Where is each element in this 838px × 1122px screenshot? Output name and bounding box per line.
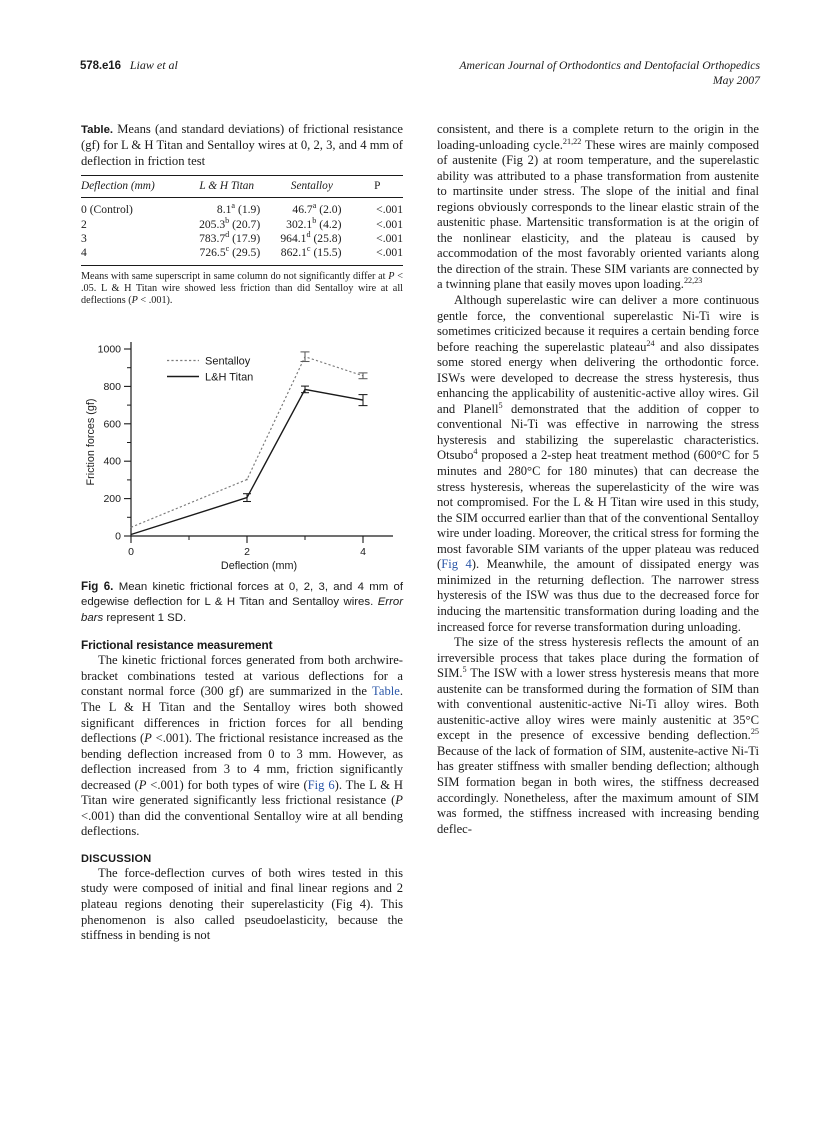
- x-axis-tick-labels: [128, 546, 366, 558]
- error-bars-lh-titan: [131, 386, 368, 535]
- xref-fig-4[interactable]: Fig 4: [441, 557, 472, 572]
- table-head: [81, 176, 403, 198]
- sentalloy-sd: (15.5): [313, 246, 342, 260]
- figure-caption: [81, 579, 403, 626]
- titan-mean: 783.7: [199, 231, 226, 245]
- cell-deflection: 0 (Control): [81, 203, 133, 217]
- svg-text:0: 0: [115, 530, 121, 543]
- running-head-authors: Liaw et al: [129, 58, 178, 72]
- p-symbol: P: [138, 777, 147, 792]
- text-run: ). Meanwhile, the amount of dissipated energy was minimized in the returning deflection. The narrower stress hysteresis of the ISW was thus due to the decreased force for inducing the martensitic transformation during loading and the increased force for reverse transformation during unloading.: [437, 557, 760, 634]
- sentalloy-sd: (25.8): [313, 231, 342, 245]
- citation-ref[interactable]: 25: [750, 727, 759, 737]
- cell-titan: [187, 232, 274, 246]
- series-line-lh-titan: [131, 389, 363, 534]
- column-header-sentalloy: Sentalloy: [290, 180, 333, 193]
- xref-table[interactable]: Table: [372, 684, 400, 699]
- figure-caption-text-a: Mean kinetic frictional forces at 0, 2, 3, and 4 mm of edgewise deflection for L & H Titan and Sentalloy wires.: [81, 580, 403, 609]
- cell-titan: [187, 198, 274, 217]
- svg-text:800: 800: [103, 380, 121, 393]
- svg-text:400: 400: [103, 455, 121, 468]
- table-row: [81, 198, 403, 217]
- sentalloy-sd: (2.0): [319, 203, 342, 217]
- legend-label-sentalloy: Sentalloy: [205, 355, 251, 368]
- friction-forces-line-chart: [81, 328, 403, 572]
- svg-text:2: 2: [244, 545, 250, 558]
- figure-caption-error-bars: Error bars: [81, 596, 403, 624]
- journal-title: American Journal of Orthodontics and Dentofacial Orthopedics: [459, 59, 760, 72]
- column-header-deflection: Deflection (mm): [81, 180, 155, 193]
- svg-text:0: 0: [128, 545, 134, 558]
- titan-sd: (20.7): [232, 217, 261, 231]
- titan-mean: 205.3: [199, 217, 226, 231]
- text-run: The ISW with a lower stress hysteresis means that more austenite can be transformed during the formation of SIM than with conventional austenitic-active Ni-Ti alloy wires. Both austenitic-active alloy wires were mainly austenitic at 35°C except in the presence of excessive bending deflection.: [437, 666, 759, 743]
- sentalloy-mean: 302.1: [286, 217, 313, 231]
- heading-frictional-resistance-measurement: Frictional resistance measurement: [81, 638, 273, 653]
- column-header-p: P: [374, 180, 381, 193]
- titan-sd: (29.5): [232, 246, 261, 260]
- y-axis-title: Friction forces (gf): [85, 398, 97, 486]
- titan-superscript: b: [225, 215, 230, 225]
- footnote-text-1: Means with same superscript in same column do not significantly differ at: [81, 270, 389, 282]
- table-caption-text: Means (and standard deviations) of frictional resistance (gf) for L & H Titan and Sentalloy wires at 0, 2, 3, and 4 mm of deflection in friction test: [81, 122, 403, 168]
- table-body: [81, 198, 403, 266]
- x-axis-title: Deflection (mm): [220, 559, 298, 572]
- svg-text:4: 4: [360, 545, 366, 558]
- table-label: Table.: [81, 124, 114, 136]
- titan-mean: 726.5: [199, 246, 226, 260]
- paragraph-frictional-results: [81, 653, 403, 840]
- text-run: proposed a 2-step heat treatment method (600°C for 5 minutes and 280°C for 180 minutes) that can decrease the stress hysteresis, whereas the superelasticity of the wire was not compromised. For the L & H Titan wire used in this study, the SIM occurred earlier than that of the conventional Sentalloy wire under loading. Moreover, the critical stress for forming the most favorable SIM variants of the upper plateau was reduced (: [437, 448, 759, 572]
- section-spacer: [81, 840, 403, 853]
- svg-text:600: 600: [103, 417, 121, 430]
- cell-sentalloy: [274, 217, 351, 231]
- titan-mean: 8.1: [216, 203, 232, 217]
- cell-sentalloy: [274, 232, 351, 246]
- text-run: The size of the stress hysteresis reflects the amount of an irreversible process that takes place during the formation of SIM.: [437, 635, 759, 681]
- running-head-left: [80, 58, 178, 73]
- cell-p-value: <.001: [376, 231, 403, 245]
- text-run: ). The L & H Titan wire generated significantly less frictional resistance (: [81, 777, 404, 808]
- y-axis-tick-labels: [98, 343, 122, 542]
- xref-fig-6[interactable]: Fig 6: [307, 777, 335, 792]
- table-caption: [81, 122, 403, 169]
- paragraph-right-3: [437, 635, 759, 837]
- cell-deflection: 2: [81, 217, 87, 231]
- p-symbol: P: [144, 731, 152, 746]
- sentalloy-mean: 46.7: [292, 203, 313, 217]
- cell-titan: [187, 217, 274, 231]
- text-run: The kinetic frictional forces generated from both archwire-bracket combinations tested at various deflections for a constant normal force (300 gf) are summarized in the: [81, 653, 403, 699]
- citation-ref[interactable]: 24: [646, 338, 655, 348]
- legend-label-lh-titan: L&H Titan: [205, 371, 254, 384]
- table-row: [81, 246, 403, 265]
- cell-p-value: <.001: [376, 246, 403, 260]
- table-row: [81, 232, 403, 246]
- paragraph-right-2: [437, 293, 759, 635]
- cell-p-value: <.001: [376, 203, 403, 217]
- text-run: <.001). The frictional resistance increased as the bending deflection increased from 0 to 3 mm. However, as deflection increased from 3 to 4 mm, friction significantly decreased (: [81, 731, 403, 792]
- titan-superscript: d: [225, 230, 230, 240]
- sentalloy-superscript: b: [312, 215, 317, 225]
- text-run: Although superelastic wire can deliver a more continuous gentle force, the conventional superelastic Ni-Ti wire is sometimes criticized because it requires a certain bending force before reaching the superelastic plateau: [437, 293, 759, 354]
- footnote-text-3: < .001).: [137, 295, 173, 307]
- citation-ref[interactable]: 5: [462, 664, 467, 674]
- cell-deflection: 3: [81, 231, 87, 245]
- running-head-right: [459, 58, 760, 88]
- text-run: consistent, and there is a complete return to the origin in the loading-unloading cycle.: [437, 122, 759, 152]
- cell-sentalloy: [274, 198, 351, 217]
- footnote-text-2: < .05. L & H Titan wire showed less friction than did Sentalloy wire at all deflections (: [81, 270, 403, 307]
- cell-titan: [187, 246, 274, 265]
- citation-ref[interactable]: 22,23: [683, 276, 703, 286]
- sentalloy-superscript: d: [306, 230, 311, 240]
- left-column: [81, 122, 403, 944]
- text-run: demonstrated that the addition of copper to conventional Ni-Ti was effective in narrowing the stress hysteresis and stabilizing the superelastic characteristics. Otsubo: [437, 401, 759, 463]
- titan-superscript: a: [231, 201, 236, 211]
- text-run: These wires are mainly composed of austenite (Fig 2) at room temperature, and the superelastic ability was attributed to a phase transformation from austenite to martinsite under stress. The slope of the initial and final regions obviously corresponds to the linear elastic strain of the austenitic phase. Martensitic transformation is at the origin of the nonlinear elasticity, and the plateau is caused by accommodation of the most favorably oriented variants along the direction of the strain. These SIM variants are connected by a twinning plane that easily moves upon loading.: [437, 137, 760, 292]
- sentalloy-mean: 964.1: [280, 231, 307, 245]
- section-spacer: [81, 625, 403, 638]
- frictional-resistance-table: [81, 175, 403, 266]
- sentalloy-mean: 862.1: [280, 246, 307, 260]
- chart-legend: [167, 355, 253, 383]
- figure-caption-text-b: represent 1 SD.: [103, 611, 187, 624]
- right-column: [437, 122, 759, 837]
- y-axis-ticks: [124, 349, 131, 536]
- cell-sentalloy: [274, 246, 351, 265]
- heading-discussion: DISCUSSION: [81, 852, 152, 865]
- paragraph-discussion-1: The force-deflection curves of both wires tested in this study were composed of initial and final linear regions and 2 plateau regions denoting their superelasticity (Fig 4). This phenomenon is also called pseudoelasticity, because the stiffness in bending is not: [81, 865, 403, 943]
- figure-6: [81, 328, 403, 626]
- figure-label: Fig 6.: [81, 579, 114, 593]
- cell-p-value: <.001: [376, 217, 403, 231]
- text-run: and also dissipates some stored energy when delivering the orthodontic force. ISWs were developed to decrease the stress hysteresis, thus enhancing the applicability of austenitic-active alloy wires. Gil and Planell: [437, 339, 759, 416]
- footnote-p-symbol: P: [388, 270, 395, 282]
- page-folio: 578.e16: [80, 60, 121, 72]
- svg-text:200: 200: [103, 492, 121, 505]
- table-row: [81, 217, 403, 231]
- table-footnote: [81, 271, 403, 308]
- text-run: <.001) for both types of wire (: [146, 777, 308, 792]
- issue-date: May 2007: [712, 74, 760, 87]
- column-header-titan: L & H Titan: [199, 180, 255, 193]
- text-run: . The L & H Titan and the Sentalloy wires both showed significant differences in friction forces for all bending deflections (: [81, 684, 403, 746]
- running-head: [80, 58, 760, 92]
- sentalloy-sd: (4.2): [319, 217, 342, 231]
- sentalloy-superscript: a: [312, 201, 317, 211]
- cell-deflection: 4: [81, 246, 87, 260]
- svg-text:1000: 1000: [97, 343, 121, 356]
- titan-sd: (1.9): [237, 203, 261, 217]
- sentalloy-superscript: c: [306, 244, 311, 254]
- citation-ref[interactable]: 4: [473, 447, 478, 457]
- titan-sd: (17.9): [232, 231, 261, 245]
- text-run: Because of the lack of formation of SIM, austenite-active Ni-Ti has greater stiffness with smaller bending deflection; although SIM formation began in both wires, the stiffness decreased accordingly. Nonetheless, after the maximum amount of SIM was formed, the stiffness increased with increasing bending deflec-: [437, 743, 759, 836]
- paragraph-right-1: [437, 122, 759, 293]
- citation-ref[interactable]: 21,22: [562, 136, 582, 146]
- titan-superscript: c: [225, 244, 230, 254]
- p-symbol: P: [395, 793, 403, 808]
- citation-ref[interactable]: 5: [498, 400, 503, 410]
- text-run: <.001) than did the conventional Sentalloy wire at all bending deflections.: [81, 808, 403, 839]
- x-axis-ticks: [131, 536, 363, 543]
- footnote-p-symbol: P: [131, 295, 138, 307]
- table-header-row: [81, 176, 403, 198]
